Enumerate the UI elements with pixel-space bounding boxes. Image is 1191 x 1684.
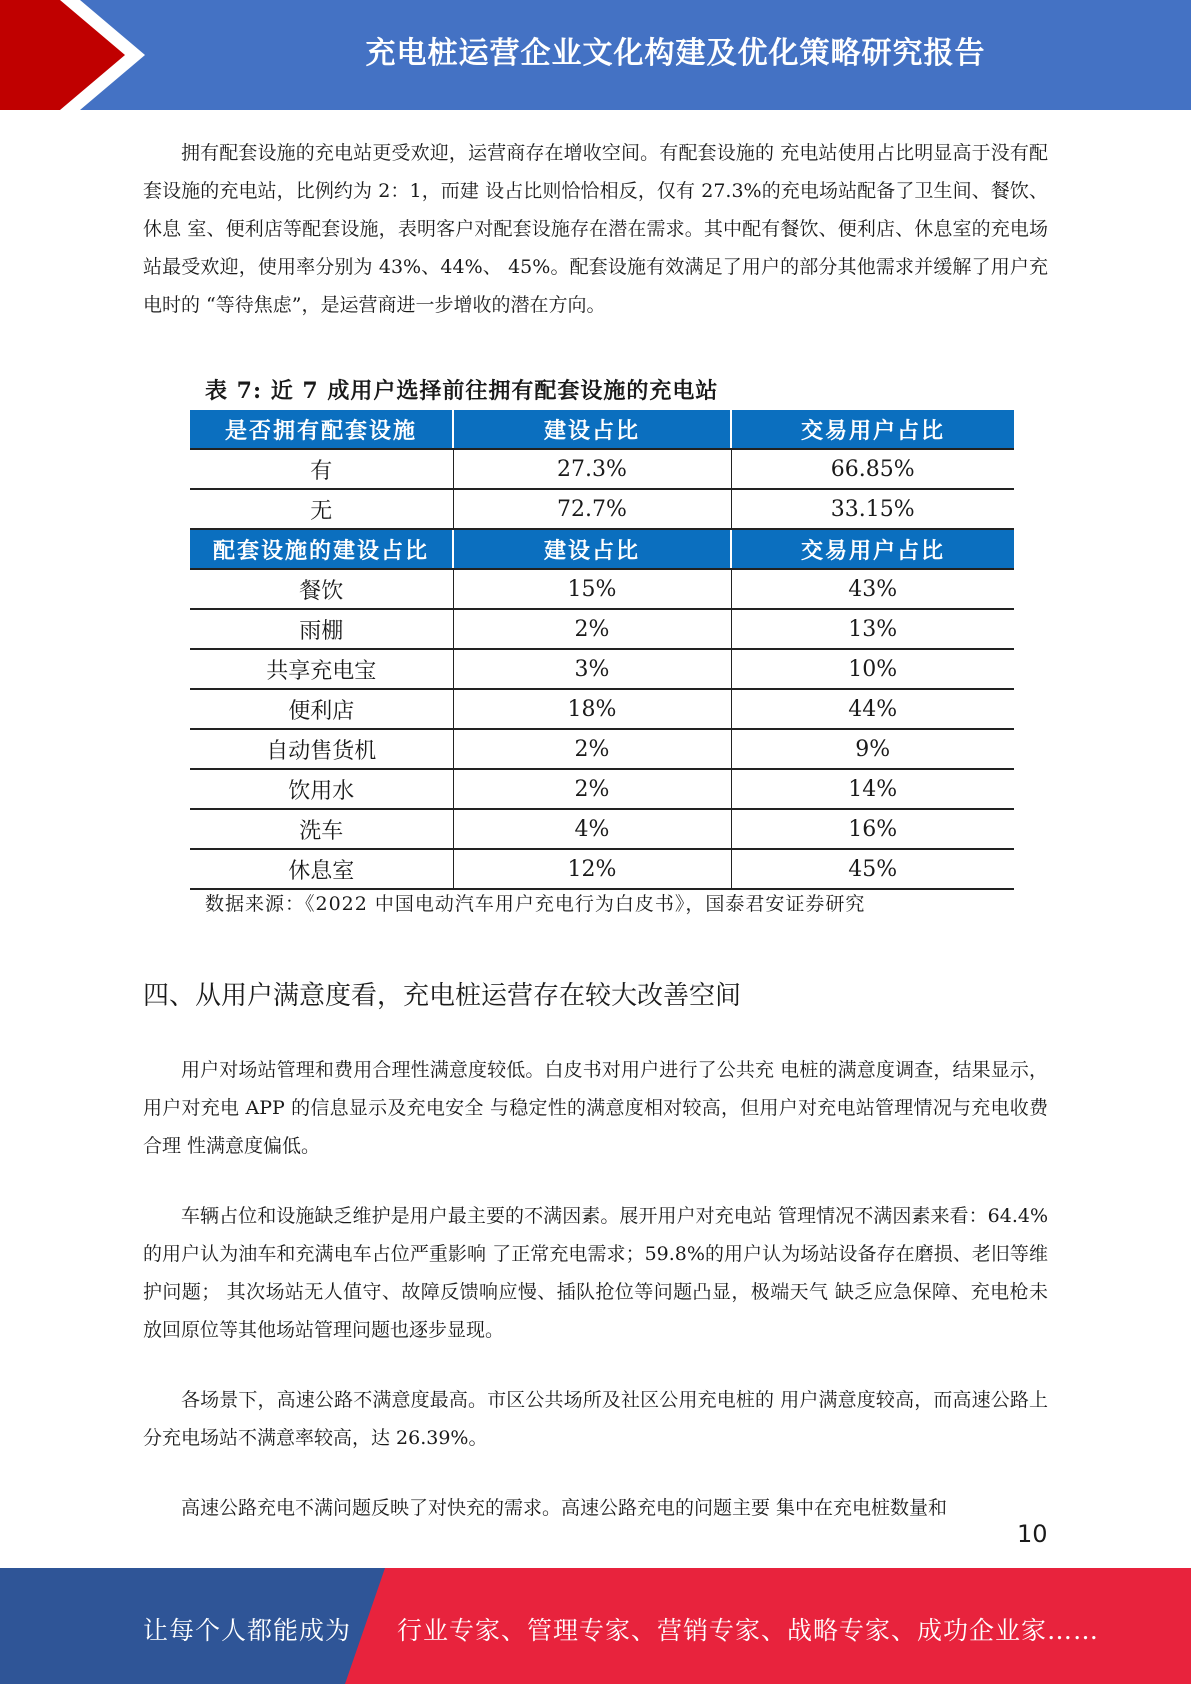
table-caption: 表 7: 近 7 成用户选择前往拥有配套设施的充电站 [205,378,719,404]
table-cell: 自动售货机 [190,729,453,769]
table-cell: 无 [190,489,453,529]
table-cell: 2% [453,729,731,769]
table-row [190,569,1014,609]
table-cell: 3% [453,649,731,689]
table-row [190,689,1014,729]
table-header-cell: 配套设施的建设占比 [190,529,453,569]
footer-banner [0,1568,1191,1684]
table-row [190,489,1014,529]
header-red-arrow [0,0,140,110]
footer-slogan-right: 行业专家、管理专家、营销专家、战略专家、成功企业家…… [397,1616,1100,1645]
table-cell: 15% [453,569,731,609]
table-header-cell: 建设占比 [453,529,731,569]
table-cell: 72.7% [453,489,731,529]
table-cell: 16% [731,809,1014,849]
table-header-row [190,410,1014,449]
table-cell: 2% [453,769,731,809]
footer-slogan-left: 让每个人都能成为 [143,1616,352,1645]
table-cell: 雨棚 [190,609,453,649]
table-row [190,609,1014,649]
paragraph-satisfaction: 用户对场站管理和费用合理性满意度较低。白皮书对用户进行了公共充 电桩的满意度调查，结果显示，用户对充电 APP 的信息显示及充电安全 与稳定性的满意度相对较高，但用户对充电站管理情况与充电收费合理 性满意度偏低。 [143,1059,1048,1157]
table-row [190,729,1014,769]
table-cell: 餐饮 [190,569,453,609]
table-cell: 休息室 [190,849,453,889]
table-row [190,769,1014,809]
table-cell: 18% [453,689,731,729]
table-cell: 4% [453,809,731,849]
table-cell: 43% [731,569,1014,609]
page-number: 10 [1017,1520,1048,1548]
table-cell: 便利店 [190,689,453,729]
table-cell: 14% [731,769,1014,809]
table-cell: 9% [731,729,1014,769]
table-header-cell: 交易用户占比 [731,529,1014,569]
paragraph-facilities: 拥有配套设施的充电站更受欢迎，运营商存在增收空间。有配套设施的 充电站使用占比明显高于没有配套设施的充电站，比例约为 2：1，而建 设占比则恰恰相反，仅有 27.3%的充电场站配备了卫生间、餐饮、休息 室、便利店等配套设施，表明客户对配套设施存在潜在需求。其中配有餐饮、便利店、休息室的充电场站最受欢迎，使用率分别为 43%、44%、 45%。配套设施有效满足了用户的部分其他需求并缓解了用户充电时的 “等待焦虑”，是运营商进一步增收的潜在方向。 [143,142,1048,316]
table-cell: 33.15% [731,489,1014,529]
table-cell: 13% [731,609,1014,649]
table-header-cell: 交易用户占比 [731,410,1014,449]
table-header-row [190,529,1014,569]
paragraph-highway: 各场景下，高速公路不满意度最高。市区公共场所及社区公用充电桩的 用户满意度较高，而高速公路上分充电场站不满意率较高，达 26.39%。 [143,1389,1048,1449]
paragraph-dissatisfaction-factors: 车辆占位和设施缺乏维护是用户最主要的不满因素。展开用户对充电站 管理情况不满因素来看：64.4%的用户认为油车和充满电车占位严重影响 了正常充电需求；59.8%的用户认为场站设备存在磨损、老旧等维护问题； 其次场站无人值守、故障反馈响应慢、插队抢位等问题凸显，极端天气 缺乏应急保障、充电枪未放回原位等其他场站管理问题也逐步显现。 [143,1205,1048,1341]
table-cell: 66.85% [731,449,1014,489]
section-heading: 四、从用户满意度看，充电桩运营存在较大改善空间 [143,981,742,1011]
header-banner [0,0,1191,110]
paragraph-fast-charging: 高速公路充电不满问题反映了对快充的需求。高速公路充电的问题主要 集中在充电桩数量和 [181,1497,948,1519]
table-row [190,449,1014,489]
table-cell: 饮用水 [190,769,453,809]
report-title: 充电桩运营企业文化构建及优化策略研究报告 [365,36,986,71]
table-row [190,849,1014,889]
table-cell: 有 [190,449,453,489]
table-source-note: 数据来源：《2022 中国电动汽车用户充电行为白皮书》，国泰君安证券研究 [205,893,866,915]
table-cell: 共享充电宝 [190,649,453,689]
table-cell: 44% [731,689,1014,729]
table-header-cell: 建设占比 [453,410,731,449]
table-row [190,649,1014,689]
table-cell: 27.3% [453,449,731,489]
table-cell: 45% [731,849,1014,889]
table-cell: 10% [731,649,1014,689]
table-header-cell: 是否拥有配套设施 [190,410,453,449]
table-row [190,809,1014,849]
table-cell: 洗车 [190,809,453,849]
facilities-table [190,410,1014,890]
table-cell: 12% [453,849,731,889]
table-cell: 2% [453,609,731,649]
